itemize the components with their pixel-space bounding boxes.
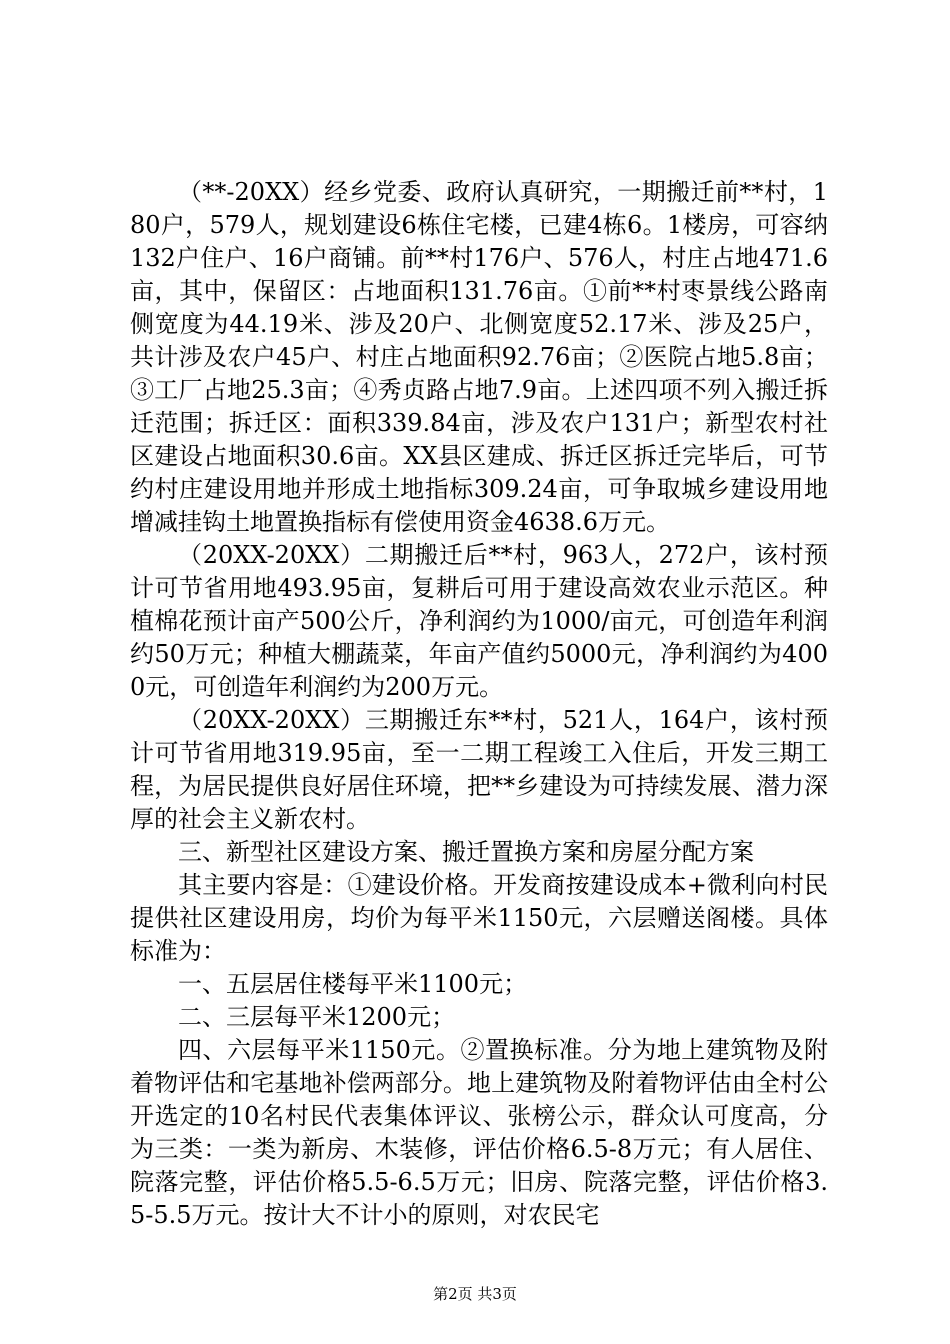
- paragraph-phase-one: （**-20XX）经乡党委、政府认真研究，一期搬迁前**村，180户，579人，规划建设6栋住宅楼，已建4栋6。1楼房，可容纳132户住户、16户商铺。前**村176户、576人，村庄占地471.6亩，其中，保留区：占地面积131.76亩。①前**村枣景线公路南侧宽度为44.19米、涉及20户、北侧宽度52.17米、涉及25户，共计涉及农户45户、村庄占地面积92.76亩；②医院占地5.8亩；③工厂占地25.3亩；④秀贞路占地7.9亩。上述四项不列入搬迁拆迁范围；拆迁区：面积339.84亩，涉及农户131户；新型农村社区建设占地面积30.6亩。XX县区建成、拆迁区拆迁完毕后，可节约村庄建设用地并形成土地指标309.24亩，可争取城乡建设用地增减挂钩土地置换指标有偿使用资金4638.6万元。: [130, 178, 828, 536]
- paragraph-replacement-standard: 四、六层每平米1150元。②置换标准。分为地上建筑物及附着物评估和宅基地补偿两部分。地上建筑物及附着物评估由全村公开选定的10名村民代表集体评议、张榜公示，群众认可度高，分为三类：一类为新房、木装修，评估价格6.5-8万元；有人居住、院落完整，评估价格5.5-6.5万元；旧房、院落完整，评估价格3.5-5.5万元。按计大不计小的原则，对农民宅: [130, 1036, 828, 1229]
- document-body: [130, 176, 828, 1232]
- list-item-price-2: 二、三层每平米1200元；: [178, 1003, 456, 1031]
- page-indicator: 第2页 共3页: [433, 1285, 517, 1303]
- paragraph-phase-three: （20XX-20XX）三期搬迁东**村，521人，164户，该村预计可节省用地319.95亩，至一二期工程竣工入住后，开发三期工程，为居民提供良好居住环境，把**乡建设为可持续发展、潜力深厚的社会主义新农村。: [130, 706, 828, 833]
- page-footer: [0, 1284, 950, 1304]
- paragraph-phase-two: （20XX-20XX）二期搬迁后**村，963人，272户，该村预计可节省用地493.95亩，复耕后可用于建设高效农业示范区。种植棉花预计亩产500公斤，净利润约为1000/亩元，可创造年利润约50万元；种植大棚蔬菜，年亩产值约5000元，净利润约为4000元，可创造年利润约为200万元。: [130, 541, 828, 701]
- list-item-price-1: 一、五层居住楼每平米1100元；: [178, 970, 528, 998]
- paragraph-main-content: 其主要内容是：①建设价格。开发商按建设成本+微利向村民提供社区建设用房，均价为每平米1150元，六层赠送阁楼。具体标准为：: [130, 871, 828, 965]
- section-heading-3: 三、新型社区建设方案、搬迁置换方案和房屋分配方案: [178, 838, 754, 866]
